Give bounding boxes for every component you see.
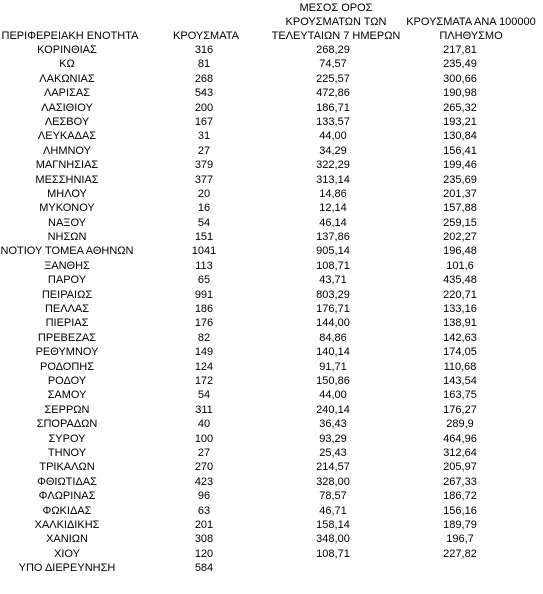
table-row [0,489,543,503]
rate-cell: 156,16 [443,504,477,517]
rate-cell: 435,48 [443,274,477,287]
region-cell: ΦΩΚΙΔΑΣ [42,504,92,517]
region-cell: ΝΑΞΟΥ [48,216,86,229]
rate-cell: 143,54 [443,374,477,387]
table-row [0,561,543,575]
rate-cell: 190,98 [443,87,477,100]
region-cell: ΛΕΥΚΑΔΑΣ [37,130,97,143]
avg-cell: 240,14 [316,403,350,416]
table-row [0,115,543,129]
avg-cell: 176,71 [316,303,350,316]
table-row [0,144,543,158]
region-cell: ΜΕΣΣΗΝΙΑΣ [35,173,99,186]
header-avg-7-days [266,1,406,43]
avg-cell: 313,14 [316,173,350,186]
table-row [0,86,543,100]
cases-cell: 96 [197,490,211,503]
avg-cell: 46,71 [319,504,347,517]
avg-cell: 328,00 [316,475,350,488]
cases-cell: 54 [197,389,211,402]
cases-cell: 584 [194,562,214,575]
region-cell: ΛΑΚΩΝΙΑΣ [39,72,95,85]
table-row [0,129,543,143]
table-row [0,360,543,374]
cases-cell: 81 [197,58,211,71]
cases-cell: 377 [194,173,214,186]
table-row [0,417,543,431]
table-row [0,374,543,388]
avg-cell: 25,43 [319,446,347,459]
cases-cell: 176 [194,317,214,330]
cases-cell: 149 [194,346,214,359]
table-row [0,57,543,71]
data-table [0,43,543,575]
rate-cell: 201,37 [443,187,477,200]
rate-cell: 202,27 [443,231,477,244]
avg-cell: 150,86 [316,374,350,387]
table-row [0,201,543,215]
table-row [0,504,543,518]
table-row [0,230,543,244]
table-row [0,316,543,330]
avg-cell: 93,29 [319,432,347,445]
rate-cell: 196,48 [443,245,477,258]
avg-cell: 140,14 [316,346,350,359]
cases-cell: 16 [197,202,211,215]
header-cases-label: ΚΡΟΥΣΜΑΤΑ [173,30,239,42]
avg-cell: 137,86 [316,231,350,244]
rate-cell: 235,49 [443,58,477,71]
region-cell: ΚΩ [59,58,75,71]
avg-cell: 268,29 [316,44,350,56]
region-cell: ΡΟΔΟΠΗΣ [39,360,95,373]
table-row [0,460,543,474]
region-cell: ΠΑΡΟΥ [47,274,87,287]
header-avg-line: ΚΡΟΥΣΜΑΤΩΝ ΤΩΝ [285,16,387,28]
avg-cell: 186,71 [316,101,350,114]
region-cell: ΡΟΔΟΥ [47,374,87,387]
avg-cell: 44,00 [319,389,347,402]
region-cell: ΠΕΙΡΑΙΩΣ [41,288,93,301]
rate-cell: 300,66 [443,72,477,85]
region-cell: ΝΟΤΙΟΥ ΤΟΜΕΑ ΑΘΗΝΩΝ [0,245,134,258]
avg-cell: 12,14 [319,202,347,215]
region-cell: ΛΕΣΒΟΥ [44,115,90,128]
region-cell: ΠΡΕΒΕΖΑΣ [37,331,97,344]
avg-cell: 46,14 [319,216,347,229]
avg-cell: 78,57 [319,490,347,503]
avg-cell: 43,71 [319,274,347,287]
rate-cell: 157,88 [443,202,477,215]
cases-cell: 82 [197,331,211,344]
cases-cell: 316 [194,44,214,56]
region-cell: ΣΥΡΟΥ [48,432,86,445]
region-cell: ΣΑΜΟΥ [47,389,87,402]
table-row [0,403,543,417]
avg-cell: 108,71 [316,547,350,560]
cases-cell: 31 [197,130,211,143]
table-row [0,302,543,316]
avg-cell: 322,29 [316,159,350,172]
cases-cell: 54 [197,216,211,229]
rate-cell: 464,96 [443,432,477,445]
rate-cell: 130,84 [443,130,477,143]
table-row [0,331,543,345]
rate-cell: 265,32 [443,101,477,114]
table-row [0,273,543,287]
rate-cell: 133,16 [443,303,477,316]
cases-cell: 100 [194,432,214,445]
cases-cell: 20 [197,187,211,200]
rate-cell: 156,41 [443,144,477,157]
table-row [0,216,543,230]
cases-cell: 167 [194,115,214,128]
table-row [0,547,543,561]
table-row [0,101,543,115]
cases-cell: 27 [197,144,211,157]
region-cell: ΦΘΙΩΤΙΔΑΣ [37,475,97,488]
rate-cell: 235,69 [443,173,477,186]
header-region [0,29,140,43]
avg-cell: 34,29 [319,144,347,157]
region-cell: ΣΠΟΡΑΔΩΝ [36,418,98,431]
cases-cell: 200 [194,101,214,114]
cases-cell: 120 [194,547,214,560]
cases-cell: 270 [194,461,214,474]
cases-cell: 151 [194,231,214,244]
rate-cell: 220,71 [443,288,477,301]
region-cell: ΠΕΛΛΑΣ [44,303,90,316]
table-row [0,43,543,57]
table-row [0,187,543,201]
cases-cell: 172 [194,374,214,387]
header-region-label: ΠΕΡΙΦΕΡΕΙΑΚΗ ΕΝΟΤΗΤΑ [1,30,139,42]
rate-cell: 176,27 [443,403,477,416]
cases-cell: 423 [194,475,214,488]
rate-cell: 101,6 [446,259,474,272]
region-cell: ΤΗΝΟΥ [47,446,87,459]
avg-cell: 803,29 [316,288,350,301]
avg-cell: 144,00 [316,317,350,330]
avg-cell: 225,57 [316,72,350,85]
cases-cell: 379 [194,159,214,172]
cases-cell: 186 [194,303,214,316]
cases-cell: 1041 [191,245,217,258]
cases-cell: 40 [197,418,211,431]
rate-cell: 174,05 [443,346,477,359]
region-cell: ΜΑΓΝΗΣΙΑΣ [35,159,99,172]
region-cell: ΜΗΛΟΥ [47,187,87,200]
region-cell: ΚΟΡΙΝΘΙΑΣ [37,44,97,56]
avg-cell: 472,86 [316,87,350,100]
region-cell: ΥΠΟ ΔΙΕΡΕΥΝΗΣΗ [18,562,116,575]
avg-cell: 74,57 [319,58,347,71]
rate-cell: 196,7 [446,533,474,546]
cases-cell: 543 [194,87,214,100]
avg-cell: 108,71 [316,259,350,272]
table-row [0,345,543,359]
table-row [0,244,543,258]
avg-cell: 36,43 [319,418,347,431]
avg-cell: 91,71 [319,360,347,373]
header-avg-line: ΜΕΣΟΣ ΟΡΟΣ [299,2,373,14]
rate-cell: 312,64 [443,446,477,459]
region-cell: ΣΕΡΡΩΝ [44,403,90,416]
table-row [0,518,543,532]
region-cell: ΠΙΕΡΙΑΣ [45,317,89,330]
region-cell: ΞΑΝΘΗΣ [44,259,90,272]
cases-cell: 308 [194,533,214,546]
header-rate-per-100000 [400,15,542,43]
cases-cell: 124 [194,360,214,373]
cases-cell: 63 [197,504,211,517]
rate-cell: 193,21 [443,115,477,128]
rate-cell: 142,63 [443,331,477,344]
table-row [0,288,543,302]
table-row [0,446,543,460]
cases-cell: 991 [194,288,214,301]
header-cases [168,29,244,43]
table-row [0,158,543,172]
cases-cell: 268 [194,72,214,85]
cases-cell: 201 [194,518,214,531]
rate-cell: 259,15 [443,216,477,229]
region-cell: ΛΑΣΙΘΙΟΥ [41,101,93,114]
rate-cell: 110,68 [443,360,477,373]
cases-cell: 311 [195,403,213,416]
avg-cell: 14,86 [319,187,347,200]
region-cell: ΧΙΟΥ [54,547,80,560]
header-avg-line: ΤΕΛΕΥΤΑΙΩΝ 7 ΗΜΕΡΩΝ [271,30,401,42]
cases-cell: 113 [195,259,213,272]
table-row [0,72,543,86]
region-cell: ΛΑΡΙΣΑΣ [43,87,90,100]
table-row [0,475,543,489]
rate-cell: 163,75 [443,389,477,402]
region-cell: ΝΗΣΩΝ [47,231,87,244]
rate-cell: 138,91 [443,317,477,330]
region-cell: ΧΑΝΙΩΝ [46,533,88,546]
header-rate-line: ΚΡΟΥΣΜΑΤΑ ΑΝΑ 100000 [406,16,536,28]
rate-cell: 186,72 [443,490,477,503]
header-rate-line: ΠΛΗΘΥΣΜΟ [439,30,503,42]
avg-cell: 214,57 [316,461,350,474]
rate-cell: 205,97 [443,461,477,474]
region-cell: ΤΡΙΚΑΛΩΝ [39,461,95,474]
region-cell: ΡΕΘΥΜΝΟΥ [35,346,99,359]
region-cell: ΧΑΛΚΙΔΙΚΗΣ [34,518,100,531]
rate-cell: 227,82 [443,547,477,560]
table-row [0,259,543,273]
rate-cell: 217,81 [443,44,477,56]
cases-cell: 27 [197,446,211,459]
table-row [0,532,543,546]
region-cell: ΦΛΩΡΙΝΑΣ [38,490,96,503]
avg-cell: 133,57 [316,115,350,128]
rate-cell: 267,33 [443,475,477,488]
region-cell: ΜΥΚΟΝΟΥ [39,202,95,215]
cases-cell: 65 [197,274,211,287]
region-cell: ΛΗΜΝΟΥ [43,144,91,157]
table-row [0,173,543,187]
avg-cell: 905,14 [316,245,350,258]
avg-cell: 84,86 [319,331,347,344]
rate-cell: 289,9 [446,418,474,431]
rate-cell: 199,46 [443,159,477,172]
avg-cell: 44,00 [319,130,347,143]
rate-cell: 189,79 [443,518,477,531]
avg-cell: 348,00 [316,533,350,546]
table-row [0,388,543,402]
table-row [0,432,543,446]
avg-cell: 158,14 [316,518,350,531]
